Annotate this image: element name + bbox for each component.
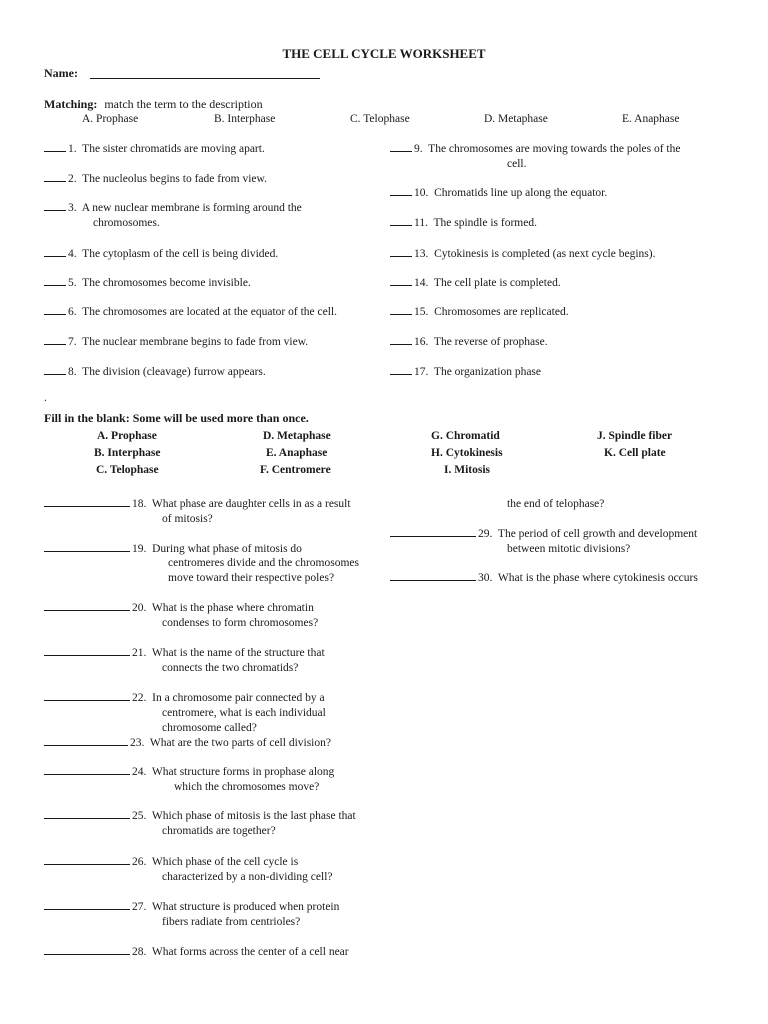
fill-question [44,737,331,749]
item-number: 1. [68,143,77,155]
answer-blank[interactable] [44,210,66,211]
matching-item [390,248,655,260]
item-number: 8. [68,366,77,378]
question-text-continued: characterized by a non-dividing cell? [162,871,333,883]
question-text: What structure is produced when protein [151,901,340,913]
fill-question [44,901,339,913]
question-number: 29. [478,528,493,540]
question-text-continued: centromere, what is each individual [162,707,326,719]
item-text: Cytokinesis is completed (as next cycle begins). [434,248,656,260]
item-text: The chromosomes become invisible. [82,277,251,289]
answer-blank[interactable] [44,256,66,257]
question-text: What phase are daughter cells in as a result [151,498,351,510]
question-text-continued: chromatids are together? [162,825,276,837]
item-number: 10. [414,187,429,199]
question-number: 19. [132,543,147,555]
question-number: 24. [132,766,147,778]
question-text-continued: connects the two chromatids? [162,662,299,674]
term: I. Mitosis [444,464,490,476]
question-text-continued: of mitosis? [162,513,213,525]
item-text: The nucleolus begins to fade from view. [82,173,267,185]
name-field[interactable] [90,78,320,79]
question-text: In a chromosome pair connected by a [152,692,325,704]
item-number: 16. [414,336,429,348]
fill-section-label: Fill in the blank: Some will be used more than once. [44,411,309,425]
answer-blank[interactable] [44,506,130,507]
item-number: 6. [68,306,77,318]
question-text: What are the two parts of cell division? [149,737,331,749]
matching-item [390,217,537,229]
term: B. Interphase [94,447,161,459]
item-text: The chromosomes are located at the equator of the cell. [82,306,337,318]
fill-question [44,810,356,822]
item-text: The chromosomes are moving towards the poles of the [428,143,681,155]
item-number: 14. [414,277,429,289]
matching-item [390,366,541,378]
answer-blank[interactable] [390,344,412,345]
matching-item [390,336,548,348]
matching-item [390,187,607,199]
question-number: 30. [478,572,493,584]
item-text: The spindle is formed. [433,217,537,229]
choice-e: E. Anaphase [622,113,680,125]
question-number: 27. [132,901,147,913]
question-text-continued: the end of telophase? [507,498,605,510]
stray-mark: . [44,392,47,404]
answer-blank[interactable] [44,818,130,819]
question-number: 22. [132,692,147,704]
fill-question [44,692,325,704]
question-number: 21. [132,647,147,659]
question-number: 18. [132,498,147,510]
item-number: 9. [414,143,423,155]
item-number: 4. [68,248,77,260]
matching-item [44,202,302,214]
item-text: The organization phase [433,366,542,378]
question-text-continued: between mitotic divisions? [507,543,631,555]
question-text: Which phase of mitosis is the last phase that [151,810,356,822]
name-label: Name: [44,66,78,80]
answer-blank[interactable] [390,225,412,226]
term: K. Cell plate [604,447,666,459]
matching-item [390,277,561,289]
term: H. Cytokinesis [431,447,503,459]
item-text: The nuclear membrane begins to fade from view. [82,336,309,348]
question-text-continued: move toward their respective poles? [168,572,335,584]
question-text: What is the phase where chromatin [151,602,314,614]
term: C. Telophase [96,464,159,476]
fill-question [44,602,314,614]
answer-blank[interactable] [44,954,130,955]
answer-blank[interactable] [44,151,66,152]
answer-blank[interactable] [44,181,66,182]
answer-blank[interactable] [44,551,130,552]
answer-blank[interactable] [390,151,412,152]
term: G. Chromatid [431,430,500,442]
item-number: 5. [68,277,77,289]
answer-blank[interactable] [44,610,130,611]
term: F. Centromere [260,464,331,476]
item-number: 13. [414,248,429,260]
item-number: 15. [414,306,429,318]
answer-blank[interactable] [44,285,66,286]
item-number: 7. [68,336,77,348]
matching-item [390,306,569,318]
fill-question [44,543,302,555]
item-number: 2. [68,173,77,185]
item-text-continued: chromosomes. [93,217,160,229]
answer-blank[interactable] [44,774,130,775]
matching-item [44,248,278,260]
question-text: What is the phase where cytokinesis occurs [497,572,698,584]
question-text-continued: fibers radiate from centrioles? [162,916,301,928]
question-text-continued: condenses to form chromosomes? [162,617,319,629]
item-text: The division (cleavage) furrow appears. [82,366,266,378]
question-text: The period of cell growth and development [497,528,698,540]
answer-blank[interactable] [44,700,130,701]
term: J. Spindle fiber [597,430,673,442]
item-number: 17. [414,366,429,378]
answer-blank[interactable] [390,195,412,196]
fill-question [44,946,349,958]
fill-question [44,856,298,868]
item-text: The reverse of prophase. [433,336,548,348]
answer-blank[interactable] [390,536,476,537]
matching-item [44,173,267,185]
term: A. Prophase [97,430,157,442]
answer-blank[interactable] [390,285,412,286]
question-text-continued: centromeres divide and the chromosomes [168,557,359,569]
item-number: 3. [68,202,77,214]
matching-item [44,336,308,348]
question-number: 23. [130,737,145,749]
answer-blank[interactable] [390,580,476,581]
answer-blank[interactable] [390,374,412,375]
choice-a: A. Prophase [82,113,139,125]
item-text-continued: cell. [507,158,527,170]
question-number: 20. [132,602,147,614]
fill-question [44,647,325,659]
question-text-continued: which the chromosomes move? [174,781,320,793]
matching-item [44,366,266,378]
answer-blank[interactable] [390,314,412,315]
question-text: Which phase of the cell cycle is [151,856,299,868]
item-text: The sister chromatids are moving apart. [82,143,265,155]
matching-label: Matching: [44,97,98,111]
fill-question [390,528,697,540]
term: D. Metaphase [263,430,331,442]
choice-d: D. Metaphase [484,113,548,125]
item-text: A new nuclear membrane is forming around the [81,202,302,214]
fill-question [390,572,698,584]
matching-item [44,277,251,289]
answer-blank[interactable] [44,344,66,345]
item-text: Chromosomes are replicated. [434,306,569,318]
answer-blank[interactable] [44,909,130,910]
matching-item [390,143,680,155]
answer-blank[interactable] [44,745,128,746]
item-text: The cytoplasm of the cell is being divided. [82,248,279,260]
answer-blank[interactable] [44,374,66,375]
answer-blank[interactable] [44,864,130,865]
question-number: 25. [132,810,147,822]
question-text: During what phase of mitosis do [152,543,302,555]
matching-instructions [44,97,263,112]
item-number: 11. [414,217,428,229]
answer-blank[interactable] [44,655,130,656]
question-number: 26. [132,856,147,868]
answer-blank[interactable] [390,256,412,257]
fill-question [44,498,351,510]
fill-question [44,766,334,778]
choice-c: C. Telophase [350,113,410,125]
term: E. Anaphase [266,447,328,459]
matching-item [44,306,337,318]
question-text: What structure forms in prophase along [151,766,335,778]
matching-instruction-text: match the term to the description [104,97,263,111]
matching-item [44,143,265,155]
answer-blank[interactable] [44,314,66,315]
question-text: What forms across the center of a cell near [151,946,349,958]
item-text: The cell plate is completed. [433,277,561,289]
page-title: THE CELL CYCLE WORKSHEET [282,46,486,61]
question-text-continued: chromosome called? [162,722,257,734]
item-text: Chromatids line up along the equator. [434,187,608,199]
question-text: What is the name of the structure that [151,647,325,659]
choice-b: B. Interphase [214,113,276,125]
question-number: 28. [132,946,147,958]
